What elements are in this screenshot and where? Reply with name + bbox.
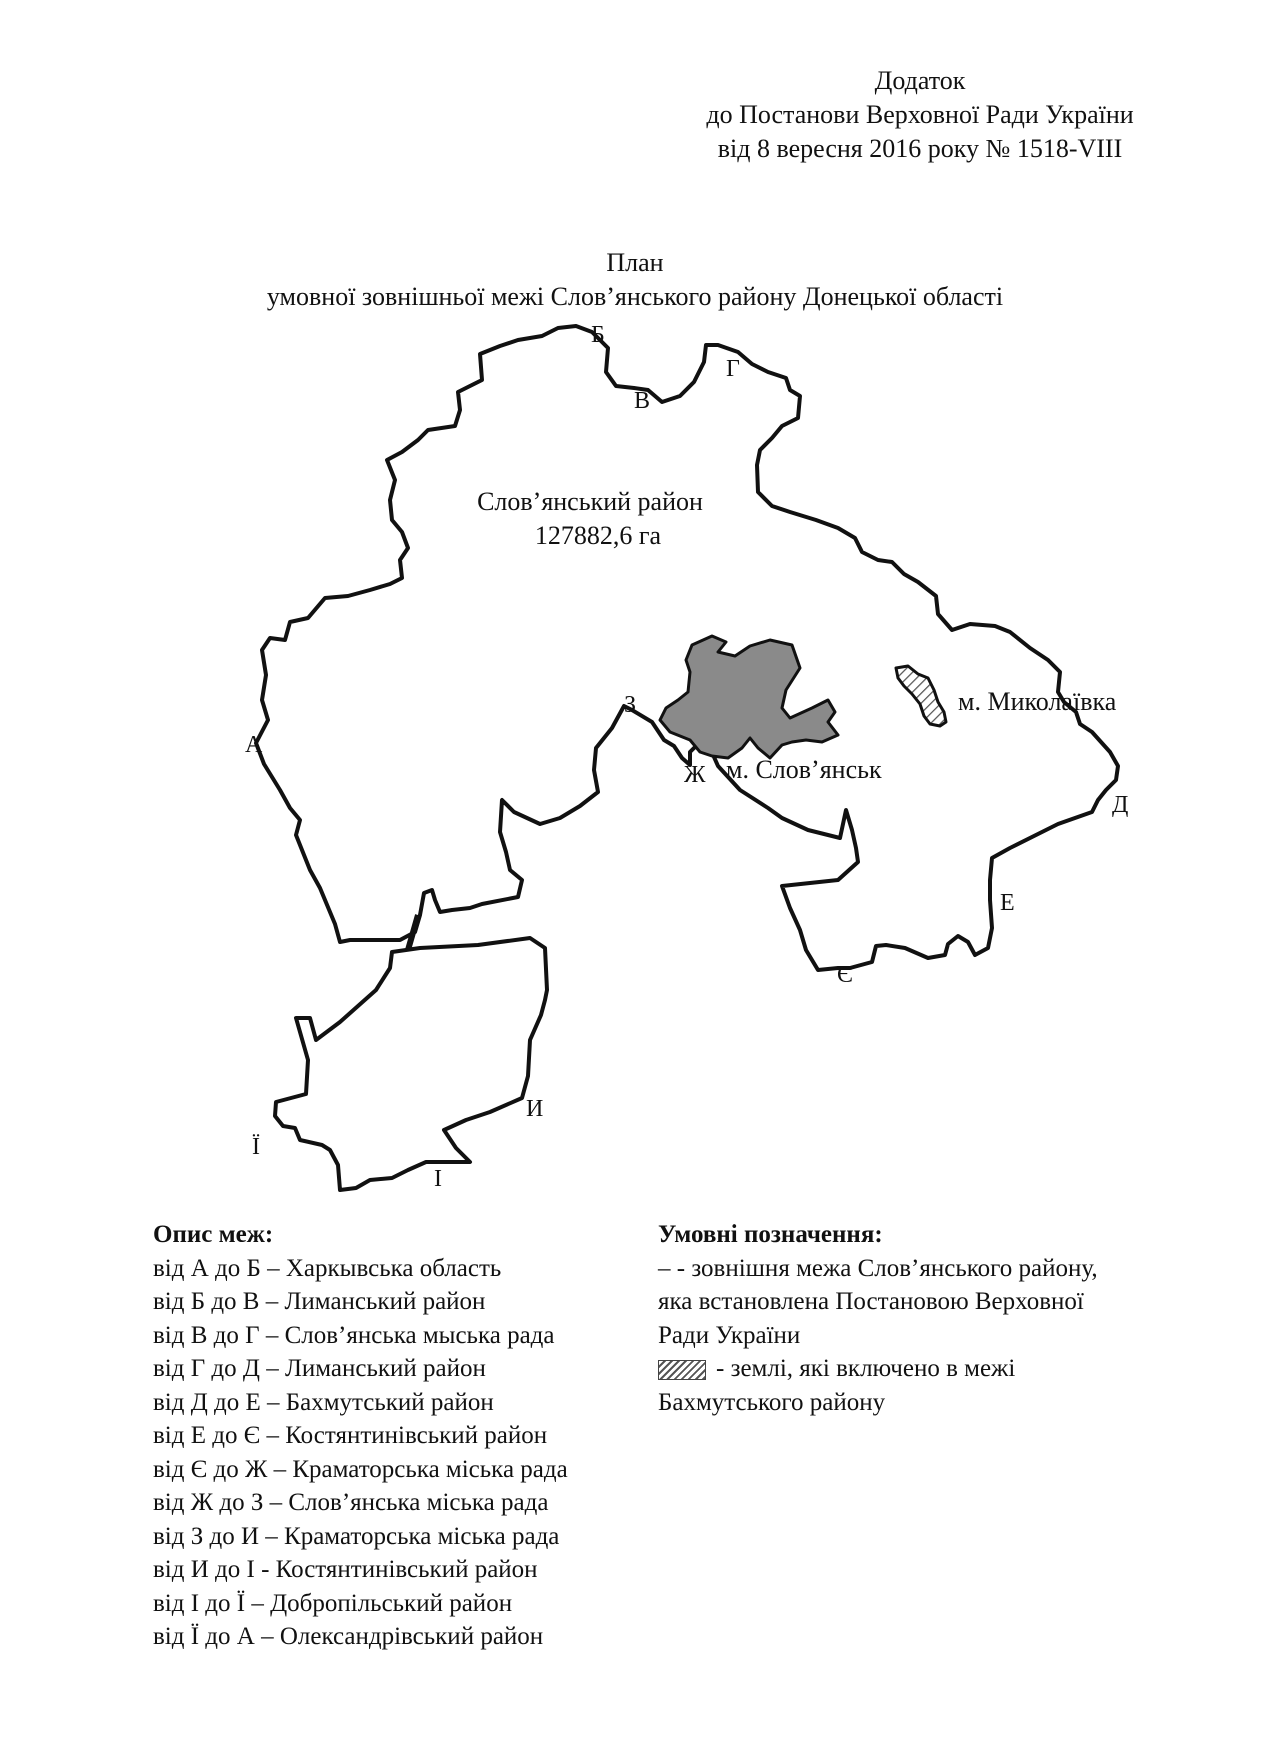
description-item: від І до Ї – Добропільський район bbox=[153, 1589, 513, 1617]
title-line-2: умовної зовнішньої межі Слов’янського району Донецької області bbox=[266, 282, 1004, 311]
point-label-v: В bbox=[634, 388, 651, 414]
title-line-1: План bbox=[606, 248, 664, 277]
description-item: від Є до Ж – Краматорська міська рада bbox=[153, 1455, 568, 1483]
legend-boundary-text: зовнішня межа Слов’янського району, bbox=[691, 1254, 1098, 1282]
legend-hatch-item bbox=[658, 1352, 1218, 1386]
legend-boundary-text-3: Ради України bbox=[658, 1321, 801, 1349]
point-label-z: З bbox=[624, 692, 637, 718]
description-item: від Ї до А – Олександрівський район bbox=[153, 1623, 544, 1650]
map-legend bbox=[658, 1218, 1218, 1419]
point-label-b: Б bbox=[591, 322, 605, 348]
point-label-a: А bbox=[245, 732, 263, 758]
point-label-zh: Ж bbox=[684, 762, 706, 788]
point-label-yi: Ї bbox=[252, 1134, 260, 1160]
boundary-line-symbol: – - bbox=[658, 1254, 686, 1282]
description-item: від И до І - Костянтинівський район bbox=[153, 1556, 538, 1583]
legend-heading: Умовні позначення: bbox=[658, 1221, 883, 1248]
description-item: від А до Б – Харкывська область bbox=[153, 1254, 502, 1282]
point-label-y: И bbox=[526, 1096, 544, 1122]
description-item: від Б до В – Лиманський район bbox=[153, 1288, 486, 1315]
point-label-e: Е bbox=[1000, 890, 1015, 916]
point-label-ye: Є bbox=[837, 962, 853, 988]
header-line-2: до Постанови Верховної Ради України bbox=[706, 100, 1134, 129]
point-label-i: І bbox=[434, 1166, 442, 1192]
legend-boundary-item bbox=[658, 1252, 1218, 1286]
district-boundary-south bbox=[275, 938, 547, 1190]
legend-hatch-text: - землі, які включено в межі bbox=[716, 1355, 1016, 1382]
legend-hatch-text-2: Бахмутського району bbox=[658, 1388, 886, 1416]
header-line-1: Додаток bbox=[874, 66, 966, 95]
description-item: від Е до Є – Костянтинівський район bbox=[153, 1422, 548, 1449]
description-item: від В до Г – Слов’янська мыська рада bbox=[153, 1321, 555, 1349]
description-item: від З до И – Краматорська міська рада bbox=[153, 1522, 560, 1550]
city-mykolaivka-label: м. Миколаївка bbox=[958, 687, 1117, 716]
description-item: від Г до Д – Лиманський район bbox=[153, 1355, 486, 1382]
district-boundary-north bbox=[256, 326, 1118, 970]
city-sloviansk-label: м. Слов’янськ bbox=[726, 755, 882, 784]
district-name-label: Слов’янський район bbox=[477, 487, 703, 516]
description-item: від Д до Е – Бахмутський район bbox=[153, 1388, 494, 1416]
boundary-description bbox=[153, 1218, 568, 1654]
point-label-d: Д bbox=[1112, 792, 1129, 818]
description-heading: Опис меж: bbox=[153, 1221, 274, 1248]
hatch-swatch-icon bbox=[658, 1360, 706, 1380]
district-area-label: 127882,6 га bbox=[534, 521, 662, 550]
header-line-3: від 8 вересня 2016 року № 1518-VIII bbox=[717, 134, 1123, 163]
point-label-h: Г bbox=[726, 356, 740, 382]
legend-boundary-text-2: яка встановлена Постановою Верховної bbox=[658, 1288, 1084, 1315]
description-item: від Ж до З – Слов’янська міська рада bbox=[153, 1489, 549, 1516]
